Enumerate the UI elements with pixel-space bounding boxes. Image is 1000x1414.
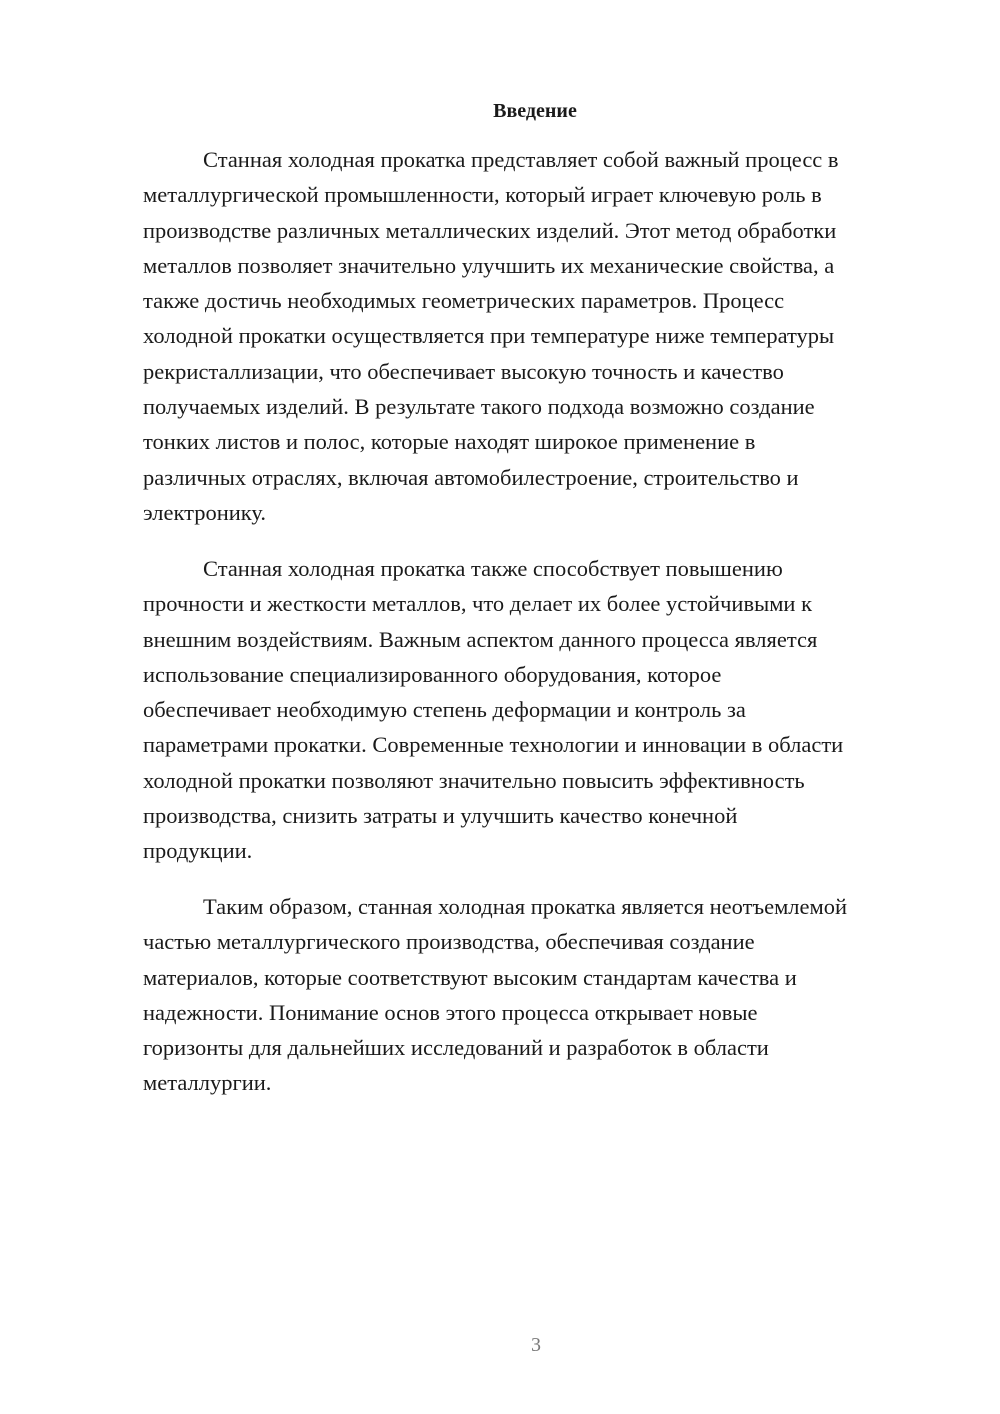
text-line: горизонты для дальнейших исследований и разработок в области xyxy=(143,1035,769,1061)
text-line: Таким образом, станная холодная прокатка является неотъемлемой xyxy=(203,894,848,919)
text-line: надежности. Понимание основ этого процесса открывает новые xyxy=(143,999,758,1025)
text-line: Станная холодная прокатка также способствует повышению xyxy=(203,556,783,581)
text-line: рекристаллизации, что обеспечивает высокую точность и качество xyxy=(143,358,784,384)
text-line: производстве различных металлических изделий. Этот метод обработки xyxy=(143,217,837,243)
text-line: металлов позволяет значительно улучшить их механические свойства, а xyxy=(143,252,835,278)
page-number: 3 xyxy=(531,1334,541,1356)
text-line: металлургии. xyxy=(143,1070,272,1096)
text-line: материалов, которые соответствуют высоким стандартам качества и xyxy=(143,964,797,990)
text-line: получаемых изделий. В результате такого подхода возможно создание xyxy=(143,394,815,420)
text-line: тонких листов и полос, которые находят широкое применение в xyxy=(143,429,756,455)
section-heading: Введение xyxy=(493,100,577,122)
text-line: холодной прокатки осуществляется при температуре ниже температуры xyxy=(143,323,835,349)
text-line: продукции. xyxy=(143,838,253,864)
text-line: холодной прокатки позволяют значительно повысить эффективность xyxy=(143,767,805,793)
text-line: частью металлургического производства, обеспечивая создание xyxy=(143,929,755,955)
text-line: внешним воздействиям. Важным аспектом данного процесса является xyxy=(143,626,818,652)
text-line: параметрами прокатки. Современные технологии и инновации в области xyxy=(143,732,844,758)
paragraph-3 xyxy=(143,889,928,1101)
text-line: электронику. xyxy=(143,499,267,525)
text-line: обеспечивает необходимую степень деформации и контроль за xyxy=(143,697,746,723)
text-line: металлургической промышленности, который играет ключевую роль в xyxy=(143,182,822,208)
text-line: прочности и жесткости металлов, что делает их более устойчивыми к xyxy=(143,591,813,617)
text-line: использование специализированного оборудования, которое xyxy=(143,661,722,687)
text-line: производства, снизить затраты и улучшить качество конечной xyxy=(143,803,738,829)
paragraph-1 xyxy=(143,142,928,530)
text-line: Станная холодная прокатка представляет собой важный процесс в xyxy=(203,147,839,172)
text-line: также достичь необходимых геометрических параметров. Процесс xyxy=(143,288,785,314)
paragraph-2 xyxy=(143,551,928,869)
text-line: различных отраслях, включая автомобилестроение, строительство и xyxy=(143,464,799,490)
